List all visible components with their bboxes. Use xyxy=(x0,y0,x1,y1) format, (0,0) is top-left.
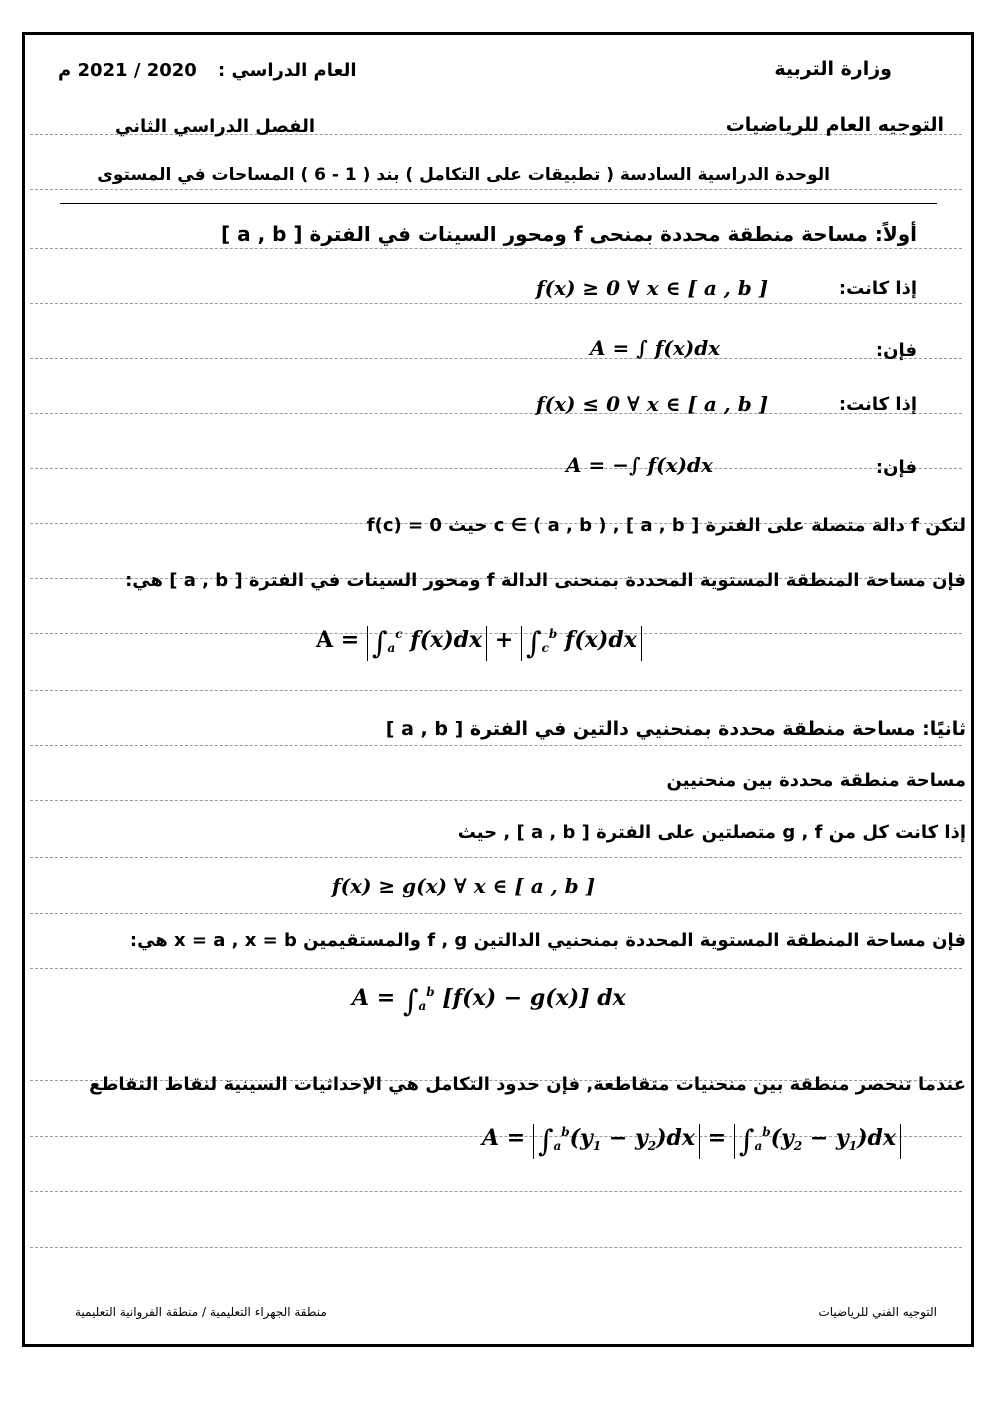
ruled-line xyxy=(30,189,962,190)
ruled-line xyxy=(30,745,962,746)
formula-lhs: A = xyxy=(316,627,360,653)
condition-nonneg: f(x) ≥ 0 ∀ x ∈ [ a , b ] xyxy=(536,276,769,300)
footer-regions: منطقة الجهراء التعليمية / منطقة الفروانية التعليمية xyxy=(75,1305,327,1319)
split-area-formula xyxy=(316,626,642,661)
intersection-statement: عندما تنحصر منطقة بين منحنيات متقاطعة, فإن حدود التكامل هي الإحداثيات السينية لنقاط التقاطع xyxy=(89,1074,966,1095)
section1-title: أولاً: مساحة منطقة محددة بمنحى f ومحور السينات في الفترة [ a , b ] xyxy=(221,222,917,246)
ministry-name: وزارة التربية xyxy=(774,58,892,80)
let-statement: لتكن f دالة متصلة على الفترة [ a , b ] , c ∈ ( a , b ) حيث f(c) = 0 xyxy=(366,515,966,536)
intersection-area-formula: $A = \int_a^b(y_1 - y_2)dx = \int_a^b(y_2 - y_1)dx$ xyxy=(482,1124,901,1159)
condition-nonpos: f(x) ≤ 0 ∀ x ∈ [ a , b ] xyxy=(536,392,769,416)
abs-integral-y1-y2: $\int_a^b(y_1 - y_2)dx$ xyxy=(533,1124,700,1159)
area-between-statement: فإن مساحة المنطقة المستوية المحددة بمنحنيي الدالتين f , g والمستقيمين x = a , x = b هي: xyxy=(129,930,966,951)
formula-text: A = ∫ f(x)dx xyxy=(590,336,721,360)
ruled-line xyxy=(30,968,962,969)
department-name: التوجيه العام للرياضيات xyxy=(725,114,944,136)
ruled-line xyxy=(30,248,962,249)
ruled-line xyxy=(30,303,962,304)
area-between-formula: $A = \int_a^b$ [f(x) − g(x)] dx xyxy=(352,984,626,1019)
ruled-line xyxy=(30,1191,962,1192)
unit-title: الوحدة الدراسية السادسة ( تطبيقات على التكامل ) بند ( 1 - 6 ) المساحات في المستوى xyxy=(97,165,830,185)
ruled-line xyxy=(30,1247,962,1248)
abs-integral-c-b: $\int_c^b$ f(x)dx xyxy=(521,626,642,661)
academic-year: 2020 / 2021 م xyxy=(58,60,197,81)
area-formula-positive xyxy=(590,336,720,360)
if-label: إذا كانت: xyxy=(838,394,917,415)
section2-subtitle: مساحة منطقة محددة بين منحنيين xyxy=(666,770,966,791)
ruled-line xyxy=(30,358,962,359)
condition-f-ge-g: f(x) ≥ g(x) ∀ x ∈ [ a , b ] xyxy=(332,874,596,898)
ruled-line xyxy=(30,468,962,469)
footer-department: التوجيه الفني للرياضيات xyxy=(818,1305,937,1319)
ruled-line xyxy=(30,800,962,801)
ruled-line xyxy=(30,857,962,858)
semester-label: الفصل الدراسي الثاني xyxy=(115,116,315,137)
then-label: فإن: xyxy=(875,340,917,361)
abs-integral-y2-y1: $\int_a^b(y_2 - y_1)dx$ xyxy=(734,1124,901,1159)
ruled-line xyxy=(30,913,962,914)
section2-title: ثانيًا: مساحة منطقة محددة بمنحنيي دالتين في الفترة [ a , b ] xyxy=(385,718,966,740)
ruled-line xyxy=(30,690,962,691)
then-label: فإن: xyxy=(875,457,917,478)
formula-text: A = −∫ f(x)dx xyxy=(566,453,713,477)
header-divider xyxy=(60,203,937,204)
abs-integral-a-c: $\int_a^c$ f(x)dx xyxy=(367,626,487,661)
year-label: العام الدراسي : xyxy=(218,60,357,81)
functions-statement: إذا كانت كل من g , f متصلتين على الفترة [ a , b ] , حيث xyxy=(457,822,966,843)
ruled-line xyxy=(30,413,962,414)
plus-sign: + xyxy=(494,627,514,653)
area-statement: فإن مساحة المنطقة المستوية المحددة بمنحنى الدالة f ومحور السينات في الفترة [ a , b ] هي: xyxy=(125,570,966,591)
area-formula-negative xyxy=(566,453,713,477)
if-label: إذا كانت: xyxy=(838,278,917,299)
